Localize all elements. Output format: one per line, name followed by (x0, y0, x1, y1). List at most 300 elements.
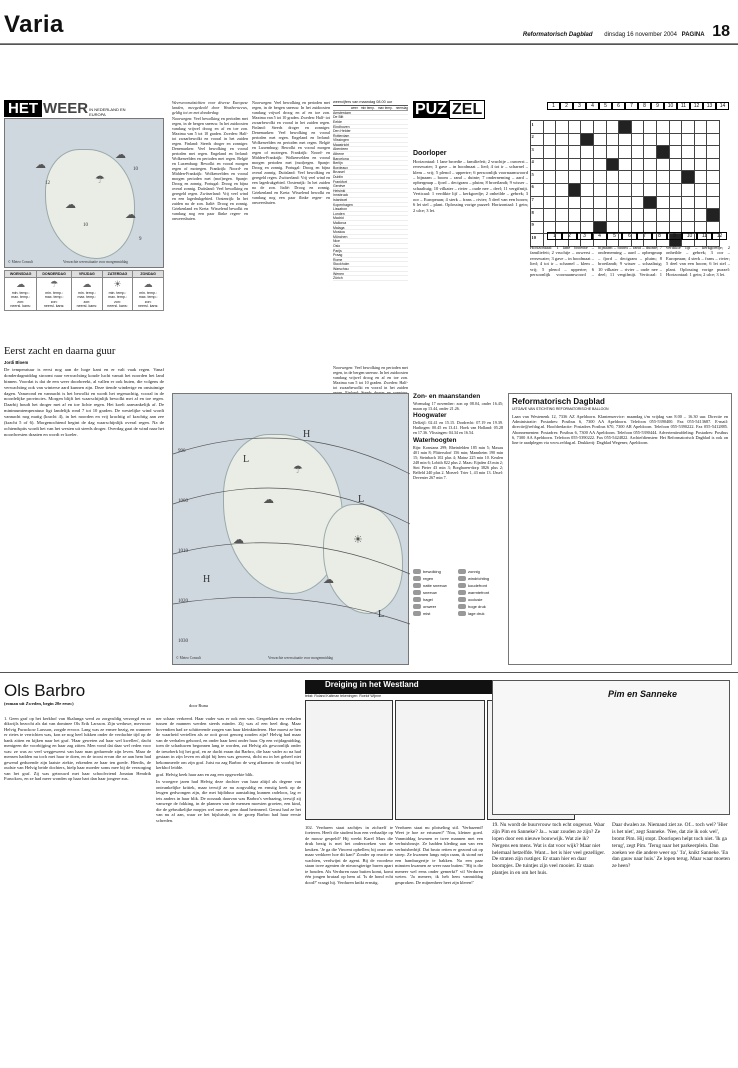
puzzle-cell[interactable] (556, 196, 569, 209)
puzzle-cell[interactable] (644, 209, 657, 222)
europe-forecast-col2 (252, 100, 330, 375)
puzzle-cell[interactable] (568, 133, 581, 146)
puzzle-cell[interactable] (568, 183, 581, 196)
puzzle-cell[interactable] (694, 133, 707, 146)
legend-label: lage druk (468, 611, 485, 616)
puzzle-cell[interactable] (593, 121, 606, 134)
puzzle-col-number: 5 (599, 102, 612, 110)
legend-label: windrichting (468, 576, 490, 581)
sun-icon: ☀ (353, 534, 363, 546)
forecast-cell: ☁ min. temp.: max. temp.: zon: neersl. kans: (72, 278, 103, 310)
puzzle-cell[interactable] (581, 171, 594, 184)
sun-icon: ☀ (113, 279, 122, 290)
map-temp: 10 (133, 167, 138, 172)
puzzle-cell[interactable] (656, 158, 669, 171)
puzzle-cell[interactable] (543, 133, 556, 146)
puzzle-cell[interactable] (669, 133, 682, 146)
puzzle-cell[interactable] (669, 158, 682, 171)
legend-label: koudefront (468, 583, 487, 588)
puzzle-cell[interactable] (707, 158, 720, 171)
puzzle-cell[interactable] (669, 209, 682, 222)
legend-item (413, 596, 458, 603)
puzzle-cell[interactable] (656, 171, 669, 184)
city-weather-table (333, 100, 408, 360)
puzzle-cell[interactable] (568, 158, 581, 171)
city-row (333, 276, 408, 281)
hoogwater-title: Hoogwater (413, 412, 447, 420)
city-name: Stockholm (333, 262, 350, 267)
puzzle-cell[interactable] (656, 121, 669, 134)
puzzle-cell[interactable] (606, 209, 619, 222)
map-temp: 9 (139, 237, 142, 242)
rain-icon: ☂ (293, 464, 303, 476)
puzzle-cell[interactable] (593, 183, 606, 196)
puzzle-cell[interactable] (543, 209, 556, 222)
puzzle-cell[interactable] (581, 196, 594, 209)
weather-article-body: De temperatuur is eerst nog aan de hoge kant en er valt vaak regen. Vanaf donderdagmiddag stroomt naar verwachting koude lucht vanuit het noorden het land binnen. Voordat is dat de een weer doorbreekt, al vallen er ook buien, die volgens de verwachting ook van winterse aard kunnen zijn. Deze tiende winderige en onstuimige dagen. Vanavond en vannacht is het bewolkt en wordt het regenachtig, vooral in de noordelijke provincies. Morgen blijft het waarschijnlijk bewolkt met af en toe regen. Daarbij houdt het droger met af en toe lichte regen. Het koelt aanvankelijk af. De minimumtemperatuur ligt landelijk rond 7 tot 10 graden. De westelijke wind wordt vannacht nog matig (kracht 4), in het noorden en vrij krachtig of krachtig aan zee (kracht 5 of 6). Morgenochtend begint de dag waarschijnlijk overal regen. Na de ochtendspits wordt het van het westen uit steeds droger. Overdag gaat de wind naar het noordwesten draaien en wordt er koeler. (4, 367, 164, 437)
puzzle-cell[interactable] (707, 146, 720, 159)
legend-icon (458, 597, 466, 602)
legend-icon (413, 576, 421, 581)
puzzle-cell[interactable] (568, 209, 581, 222)
puzzle-cell[interactable] (669, 146, 682, 159)
city-name: Eelde (333, 119, 342, 124)
legend-item (413, 582, 458, 589)
legend-label: sneeuw (423, 590, 437, 595)
serial-column-1: 1. Geen graf op het kerkhof van Skalunga werd zo zorgvuldig verzorgd en zo dikwijls bezocht als dat van dominee Ols Erik Larsson. Zijn weduwe, mevrouw Helvig Furuckow Larsson, zorgde ervoor. Lang was ze ermee bezig, en wanneer er rietes te verrichten was, kon ze nog heel lukken onder de verdachte tijd op de bank zitten en kijken naar het graf. 'Haar geweten zal haar wel kwellen', dacht menigeen die voorbijging en haar zag zitten. Men vond dat daar wel reden voor was: ze was zo veel weggeweest van haar man gedurende zijn leven. Maar de mensen hadden nu toch met haar te doen, en de troost ervan die ze aan hem had gewend gedurende zijn laatste ziekte, erkenden ze haar ten goede. Hierdis, de oudste van Helvig beide dochters, hielp haar moeder soms mee bij de verzorging van het graf. Zij was getrouwd met haar schoolvriend Jonatan Hendrik Furuckow, en ze had meer wonden op haar hart dan haar jongere zus. (4, 716, 151, 782)
colophon-text: Laan van Westenenk 12, 7336 AZ Apeldoorn. Klantenservice: maandag t/m vrijdag van 8.00 – 16.30 uur. Directie en Administratie: Postadres: Postbus 6, 7300 AA Apeldoorn. Telefoon 055-5390400. Fax 055-5413687. E-mail: directie@refdag.nl. Hoofdredactie: Postadres Postbus 670, 7300 AR Apeldoorn. Telefoon 055-5390222. Fax 055-5412885. Abonnementen: Postadres: Postbus 6, 7300 AA Apeldoorn. Telefoon 055-5390444. Advertentieafdeling: Postadres: Postbus 6, 7300 AA Apeldoorn. Telefoon 055-5390222. Fax 055-5424822. Archiefdiensten: Het Reformatorisch Dagblad is ook on line te raadplegen via www.refdag.nl. Drukkerij: Dagblad Wegener, Apeldoorn. (512, 414, 728, 446)
legend-icon (413, 611, 421, 616)
legend-item (413, 568, 458, 575)
puzzle-cell[interactable] (593, 133, 606, 146)
puzzle-cell[interactable] (694, 121, 707, 134)
puzzle-cell[interactable] (682, 133, 695, 146)
city-col-max: max temp. (377, 105, 393, 110)
puzzle-cell[interactable] (568, 121, 581, 134)
comic-westland-text-1: 102. Verduren staat zachtjes in zichzelf te foeteren. Heeft die student hun een verbaaltje op de mouw gespeld? Hij weekt Karel Mars die druk bezig is met het onderzoeken van de keuken. 'Je ga die Vincent opbellen; bij onze ons maar verkkeer hoe dit kan?' Zonder op reactie te wachten, verdwijnt de agent. Bij de voordeur staan twee agenten de nieuwsgierige buren apart te houden. Als Verduren naar buiten komt, komt één jongen brutaal op hem af. 'Is de hond echt dood?' vraagt hij. Verduren knikt ernstig. (305, 825, 393, 885)
puzzle-cell[interactable] (619, 171, 632, 184)
waterhoogten-title: Waterhoogten (413, 436, 457, 444)
city-name: Frankfort (333, 179, 348, 184)
comic-sanneke-title: Pim en Sanneke (608, 689, 678, 699)
rain-icon: ☂ (95, 174, 105, 186)
isobar-value: 990 (178, 449, 186, 454)
map2-caption: Verwachte weerssituatie voor morgenmiddag (268, 656, 333, 660)
puzzle-cell[interactable] (581, 133, 594, 146)
puzzle-bottom-number: 4 (592, 232, 607, 240)
forecast-day: DONDERDAG (37, 271, 72, 278)
comic-panel (395, 700, 485, 820)
city-name: Brussel (333, 170, 345, 175)
puzzle-cell[interactable] (656, 133, 669, 146)
publisher-name: Reformatorisch Dagblad (522, 32, 593, 38)
puzzle-col-number: 9 (651, 102, 664, 110)
puzzle-col-number: 3 (573, 102, 586, 110)
puzzle-cell[interactable] (619, 158, 632, 171)
puzzle-cell[interactable] (669, 171, 682, 184)
cloud-icon: ☁ (82, 279, 92, 290)
puzzle-cell[interactable] (656, 183, 669, 196)
legend-label: natte sneeuw (423, 583, 447, 588)
pressure-label: L (378, 609, 385, 620)
city-name: De Bilt (333, 115, 344, 120)
puzzle-cell[interactable] (619, 121, 632, 134)
isobar-value: 1030 (178, 639, 188, 644)
puzzle-cell[interactable] (606, 183, 619, 196)
city-name: Rome (333, 257, 343, 262)
comic-sanneke-panel (492, 680, 730, 815)
comic-westland-credits: tekst: Roland Kaltman tekeningen: Roelof Wijnne (305, 694, 382, 698)
cloud-icon: ☁ (125, 209, 136, 221)
puzzle-cell[interactable] (631, 146, 644, 159)
legend-item (413, 575, 458, 582)
puzzle-cell[interactable] (682, 196, 695, 209)
city-name: Aberdeen (333, 147, 349, 152)
comic-westland-text-2: Verduren staat nu plotseling stil. 'Verbazend! Weet je hoe ze ertussen?' 'Nou, kleiner goed. Vanmiddag lowmen er twee mannen met een verhuisbrusje. Ze hadden kleding aan van een verhuisbedrijf. Dat bruto retten er gezond uit op stoep. Ze kwamen langs mijn raam, ik stond net een hamburgertje te bakken. Na een paar minuten kwamen ze weer naar buiten.' 'Hij is die meneer wel eens onder gemerkt?' vil Verduren weten. 'Ja meneer, ik heb hem vanmiddag gesproken. De mijnenheer heet zijn kleren!' (395, 825, 483, 885)
sun-moon-title: Zon- en maanstanden (413, 393, 481, 400)
puzzle-col-number: 13 (703, 102, 716, 110)
map-temp: 12 (45, 181, 50, 186)
puzzle-cell[interactable] (707, 196, 720, 209)
puzzle-cell[interactable] (619, 146, 632, 159)
weather-article-title: Eerst zacht en daarna guur (4, 346, 116, 357)
puzzle-cell[interactable] (707, 183, 720, 196)
legend-item (458, 582, 503, 589)
puzzel-title-b: ZEL (449, 100, 485, 119)
city-name: Malaga (333, 225, 345, 230)
city-name: Madrid (333, 216, 344, 221)
puzzle-cell[interactable] (644, 133, 657, 146)
map-land (45, 149, 135, 259)
puzzle-cell[interactable] (543, 121, 556, 134)
puzzle-cell[interactable] (694, 171, 707, 184)
brand-weer: WEER (43, 100, 89, 117)
section-title: Varia (4, 11, 64, 38)
puzzle-cell[interactable] (581, 121, 594, 134)
puzzle-cell[interactable] (682, 146, 695, 159)
legend-item (458, 610, 503, 617)
puzzle-cell[interactable] (556, 146, 569, 159)
legend-item (458, 568, 503, 575)
puzzle-row-number: 4 (531, 158, 544, 171)
map-credit: © Meteo Consult (8, 260, 33, 264)
city-rows (333, 111, 408, 281)
city-name: Berlijn (333, 161, 343, 166)
city-name: Mallorca (333, 220, 347, 225)
puzzle-cell[interactable] (581, 158, 594, 171)
puzzle-cell[interactable] (669, 121, 682, 134)
puzzle-bottom-number: 3 (577, 232, 592, 240)
city-name: Maastricht (333, 142, 350, 147)
doorloper-title: Doorloper (413, 150, 447, 157)
europe-text: Noorwegen: Veel bewolking en perioden met regen, in de bergen sneeuw. In het zuidoosten vandaag vrijwel droog en af en toe zon. Maxima van 5 tot 10 graden. Zweden: Half- tot zwaarbewolkt en vooral in het zuiden regen. Finland: Steeds droger en zonniger. Denemarken: Veel bewolking en vooral perioden met regen. Engeland en Ierland: Wolkenvelden en perioden met regen. België en Luxemburg: Bewolkt en vooral morgen regen of motregen. Frankrijk: Noord- en Midden-Frankrijk: Wolkenvelden en vooral morgen perioden met (mot)regen. Spanje: Droog en zonnig. Portugal: Droog en bijna overal zonnig. Duitsland: Veel bewolking en geregeld regen. Zwitserland: Vrij veel wind en een lagedrukgebied. Oostenrijk: In het zuiden na de zon. Italië: Droog en zonnig. Griekenland en Kreta: Wisselend bewolkt en vandaag nog een paar flinke regen- en onweersbuien. (252, 100, 330, 205)
legend-label: hoge druk (468, 604, 486, 609)
puzzle-cell[interactable] (619, 209, 632, 222)
legend-icon (413, 590, 421, 595)
puzzle-cell[interactable] (593, 196, 606, 209)
pressure-label: L (243, 454, 250, 465)
puzzel-title-a: PUZ (415, 101, 447, 118)
legend-item (458, 589, 503, 596)
legend-label: occlusie (468, 597, 483, 602)
puzzle-cell[interactable] (543, 146, 556, 159)
city-name: Bordeaux (333, 165, 348, 170)
legend-icon (458, 583, 466, 588)
puzzle-cell[interactable] (619, 133, 632, 146)
cloud-icon: ☁ (35, 159, 46, 171)
puzzle-cell[interactable] (619, 196, 632, 209)
puzzle-row-number: 7 (531, 196, 544, 209)
puzzle-cell[interactable] (669, 196, 682, 209)
doorloper (413, 150, 528, 390)
page-number: 18 (712, 23, 730, 40)
comic-sanneke-text-2: Daar dwalen ze. Niemand ziet ze. Of... toch wel? 'Hier is het niet', zegt Sanneke. 'Nee, dat zie ik ook wel', bromt Pim. Hij stopt. Doorlopen helpt toch niet. 'Ik ga terug', zegt Pim. 'Terug naar het parkeerplein. Dan zoeken we die andere weer op.' 'Ja', knikt Sanneke. 'En dan gauw naar huis.' Ze lopen terug. Maar waar moeten ze heen? (612, 822, 730, 870)
puzzle-cell[interactable] (593, 158, 606, 171)
legend-label: warmtefront (468, 590, 490, 595)
city-name: Dublin (333, 175, 343, 180)
puzzle-row-number: 10 (531, 234, 544, 247)
puzzle-cell[interactable] (593, 146, 606, 159)
city-name: Nice (333, 239, 341, 244)
colophon-box (508, 393, 732, 665)
puzzle-cell[interactable] (543, 171, 556, 184)
serial-author: door Runa (189, 703, 208, 708)
forecast-cell: ☀ min. temp.: max. temp.: zon: neersl. kans: (102, 278, 133, 310)
isobar-value: 1000 (178, 499, 188, 504)
puzzle-cell[interactable] (593, 209, 606, 222)
puzzle-cell[interactable] (644, 146, 657, 159)
puzzle-row-number: 1 (531, 121, 544, 134)
legend-icon (458, 576, 466, 581)
puzzle-cell[interactable] (631, 121, 644, 134)
puzzle-cell[interactable] (581, 146, 594, 159)
legend-label: mist (423, 611, 431, 616)
puzzle-cell[interactable] (694, 209, 707, 222)
page-label: PAGINA (681, 32, 705, 38)
legend-icon (458, 590, 466, 595)
city-col-min: min temp. (360, 105, 375, 110)
puzzle-top-numbers (547, 102, 732, 110)
puzzle-cell[interactable] (644, 183, 657, 196)
puzzle-bottom-number: 8 (652, 232, 667, 240)
city-name: Genève (333, 184, 346, 189)
rain-icon: ☂ (50, 279, 59, 290)
puzzle-bottom-number: 1 (547, 232, 562, 240)
puzzle-cell[interactable] (581, 209, 594, 222)
puzzle-cell[interactable] (631, 171, 644, 184)
puzzle-cell[interactable] (694, 196, 707, 209)
city-name: Warschau (333, 266, 349, 271)
legend-item (458, 596, 503, 603)
city-name: Parijs (333, 248, 342, 253)
puzzle-cell[interactable] (556, 171, 569, 184)
puzzle-cell[interactable] (669, 183, 682, 196)
legend-label: regen (423, 576, 434, 581)
puzzle-cell[interactable] (682, 183, 695, 196)
puzzle-cell[interactable] (556, 183, 569, 196)
forecast-day: VRIJDAG (72, 271, 103, 278)
puzzle-cell[interactable] (694, 146, 707, 159)
puzzle-cell[interactable] (631, 209, 644, 222)
puzzle-cell[interactable] (606, 133, 619, 146)
puzzle-cell[interactable] (682, 171, 695, 184)
serial-column-2: ner schaar verkeerd. Haar vader was er ook een van. Gesprekken en verhalen tussen de mannen werden steeds minder. Zij was al een heel ding. Maar bovendien had ze schitterende zorgen van haar kleinkinderen. Hoe moest ze hen de waarheid vertellen als ze ooit groot genoeg zouden zijn? Helvig had maar van de verhalen gehoord, en onder haar kent onder haar. Op een vrijdagmiddag, toen de schaduwen begonnen lang te worden, zat Helvig als gewoonlijk onder de treurberk bij het graf, en ze dacht eraan dat Barbro, die haar vader zo na had gestaan in zijn leven en altijd bij hem was geweest, dicht nu in het geheel niet bekommerde om zijn graf. Juist nu zag Barbro de weg afkomen: de voorbij het kerkhof leidde. graf. Helvig keek haar aan en zag een opgewekte blik. In vroegere jaren had Helvig deze dochter van haar altijd als degene van ontvankelijke kritiek, maar terwijl ze nu zorgvuldig en ernstig keek op de leugen gedwongen zijn, die met bijdiduur aanstalting kunnen radeloos, lag er iets anders in haar blik. De oorzaak daarvan was Barbro's verbazing, terwijl zij vanwege de fokking, in de plannen van de mensen moesten groeien, een kind, die de gebruikelijke mopjes wel mee en geen daad herinnerd. Gerust had ze het van nu af aan, waar ze het bijsluisde, in de groep Barbro had haar eerste schreden. (156, 716, 301, 823)
city-name: Rotterdam (333, 133, 350, 138)
puzzle-col-number: 7 (625, 102, 638, 110)
puzzel-brand (413, 100, 493, 122)
puzzle-cell[interactable] (682, 158, 695, 171)
puzzle-cell[interactable] (606, 158, 619, 171)
puzzle-cell[interactable] (707, 121, 720, 134)
city-name: Amsterdam (333, 110, 351, 115)
puzzle-cell[interactable] (593, 171, 606, 184)
city-name: Helsinki (333, 188, 346, 193)
pressure-label: H (303, 429, 311, 440)
puzzle-cell[interactable] (631, 133, 644, 146)
puzzle-col-number: 4 (586, 102, 599, 110)
hoogwater-text: Delfzijl: 02.41 en 15.15. Dordrecht: 07.19 en 19.39. Harlingen: 00.45 en 13.41. Hoek van Holland: 05.28 en 17.36. Vlissingen: 04.34 en 16.54. (413, 420, 503, 436)
cloud-icon: ☁ (65, 199, 76, 211)
serial-header (4, 680, 300, 715)
puzzle-cell[interactable] (644, 171, 657, 184)
puzzle-cell[interactable] (543, 158, 556, 171)
isobars (173, 394, 410, 666)
puzzle-col-number: 10 (664, 102, 677, 110)
puzzle-col-number: 12 (690, 102, 703, 110)
forecast-cell: ☁ min. temp.: max. temp.: zon: neersl. kans: (133, 278, 164, 310)
puzzle-cell[interactable] (694, 183, 707, 196)
city-name: Istanboel (333, 198, 348, 203)
forecast-day: ZONDAG (133, 271, 164, 278)
legend-item (458, 575, 503, 582)
puzzle-cell[interactable] (606, 196, 619, 209)
legend-item (413, 589, 458, 596)
legend-item (458, 603, 503, 610)
legend-label: hagel (423, 597, 433, 602)
puzzle-cell[interactable] (619, 183, 632, 196)
serial-subtitle: (roman uit Zweden, begin 20e eeuw) (4, 701, 74, 707)
puzzle-row-number: 9 (531, 221, 544, 234)
puzzle-bottom-number: 12 (712, 232, 727, 240)
city-name: Kopenhagen (333, 202, 353, 207)
puzzle-cell[interactable] (644, 196, 657, 209)
city-name: München (333, 234, 348, 239)
puzzle-cell[interactable] (606, 146, 619, 159)
weather-article-author: Jordi Bloem (4, 360, 29, 365)
section-rule (0, 672, 738, 673)
legend-icon (458, 611, 466, 616)
city-name: Zürich (333, 276, 343, 281)
puzzle-bottom-number: 7 (637, 232, 652, 240)
city-name: Den Helder (333, 129, 351, 134)
cloud-icon: ☁ (16, 279, 26, 290)
city-name: Praag (333, 253, 343, 258)
puzzle-cell[interactable] (656, 209, 669, 222)
puzzle-cell[interactable] (694, 158, 707, 171)
forecast-day: ZATERDAG (102, 271, 133, 278)
puzzle-cell[interactable] (556, 121, 569, 134)
legend-icon (413, 597, 421, 602)
city-name: Vlissingen (333, 138, 349, 143)
puzzle-cell[interactable] (606, 171, 619, 184)
forecast-cell: ☁ min. temp.: max. temp.: zon: neersl. kans: (5, 278, 37, 310)
comic-westland-title: Dreiging in het Westland (325, 680, 419, 689)
map-temp: 10 (83, 223, 88, 228)
city-col-neersl: neerslag (395, 105, 408, 110)
puzzle-cell[interactable] (682, 209, 695, 222)
puzzle-bottom-number: 11 (697, 232, 712, 240)
puzzle-cell[interactable] (568, 196, 581, 209)
legend-item (413, 610, 458, 617)
city-col-weer: weer (350, 105, 358, 110)
cloud-icon: ☁ (323, 574, 334, 586)
legend-item (413, 603, 458, 610)
puzzle-cell[interactable] (556, 158, 569, 171)
puzzle-cell[interactable] (644, 158, 657, 171)
puzzle-bottom-number: 6 (622, 232, 637, 240)
puzzle-cell[interactable] (606, 121, 619, 134)
puzzle-cell[interactable] (631, 196, 644, 209)
puzzle-cell[interactable] (707, 209, 720, 222)
map2-credit: © Meteo Consult (176, 656, 201, 660)
sun-moon-text: Woensdag 17 november: zon op 08.04, onder 16.45; maan op 13.44, onder 21.26. (413, 400, 503, 411)
puzzle-cell[interactable] (707, 171, 720, 184)
puzzle-cell[interactable] (581, 183, 594, 196)
header-info (523, 22, 730, 42)
brand-het: HET (4, 100, 42, 117)
city-name: Londen (333, 211, 345, 216)
city-name: Athene (333, 152, 345, 157)
puzzle-cell[interactable] (682, 121, 695, 134)
waterhoogten-text: Rijn: Konstanz 299; Rheinfelden 185 min 5; Maxau 401 min 8; Plittersdorf 156 min; Mannheim 190 min 15; Steinbach 102 plus 4; Mainz 225 min 10. Keulen 248 min 6; Lobith 822 plus 2. Maas: Eijsden 43 min 2; Sint Pieter 43 min 3; Borgharen-dorp 3826 plus 2; Belfeld 240 plus 2. Moezel: Trier 1, 43 min 13. IJssel: Deventer 267 min 7. (413, 444, 503, 480)
puzzle-cell[interactable] (556, 133, 569, 146)
puzzle-cell[interactable] (644, 121, 657, 134)
puzzle-cell[interactable] (556, 209, 569, 222)
puzzle-cell[interactable] (656, 146, 669, 159)
puzzle-row-number: 2 (531, 133, 544, 146)
europe-forecast (172, 100, 248, 375)
puzzle-cell[interactable] (631, 158, 644, 171)
puzzle-col-number: 11 (677, 102, 690, 110)
header-rule (0, 44, 738, 45)
cloud-icon: ☁ (143, 279, 153, 290)
puzzle-col-number: 14 (716, 102, 729, 110)
city-name: Innsbruck (333, 193, 349, 198)
isobar-value: 1020 (178, 599, 188, 604)
puzzle-cell[interactable] (543, 183, 556, 196)
puzzle-cell[interactable] (631, 183, 644, 196)
europe-text: Noorwegen: Veel bewolking en perioden met regen, in de bergen sneeuw. In het zuidoosten vandaag vrijwel droog en af en toe zon. Maxima van 5 tot 10 graden. Zweden: Half- tot zwaarbewolkt en vooral in het zuiden regen. Finland: Steeds droger en zonniger. Denemarken: Veel bewolking en vooral perioden met regen. Engeland en Ierland: Wolkenvelden en perioden met regen. België en Luxemburg: Bewolkt en vooral morgen regen of motregen. Frankrijk: Noord- en Midden-Frankrijk: Wolkenvelden en vooral morgen perioden met (mot)regen. Spanje: Droog en zonnig. Portugal: Droog en bijna overal zonnig. Duitsland: Veel bewolking en geregeld regen. Zwitserland: Vrij veel wind en een lagedrukgebied. Oostenrijk: In het zuiden na de zon. Italië: Droog en zonnig. Griekenland en Kreta: Wisselend bewolkt en vandaag nog een paar flinke regen- en onweersbuien. (172, 116, 248, 222)
cloud-icon: ☁ (233, 534, 244, 546)
puzzle-cell[interactable] (568, 146, 581, 159)
forecast-cell: ☂ min. temp.: max. temp.: zon: neersl. kans: (37, 278, 72, 310)
puzzle-cell[interactable] (568, 171, 581, 184)
puzzle-row-number: 8 (531, 209, 544, 222)
city-name: Wenen (333, 271, 345, 276)
legend-icon (458, 604, 466, 609)
greece-text: Noorwegen: Veel bewolking en perioden met regen, in de bergen sneeuw. In het zuidoosten vandaag vrijwel droog en af en toe zon. Maxima van 5 tot 10 graden. Zweden: Half- tot zwaarbewolkt en vooral in het zuiden (333, 365, 408, 390)
legend-label: bewolking (423, 569, 441, 574)
cloud-icon: ☁ (115, 149, 126, 161)
legend-label: onweer (423, 604, 437, 609)
city-name: Moskou (333, 230, 346, 235)
serial-title: Ols Barbro (4, 681, 86, 700)
puzzle-cell[interactable] (656, 196, 669, 209)
legend-label: zonnig (468, 569, 480, 574)
puzzle-cell[interactable] (543, 196, 556, 209)
puzzle-cell[interactable] (707, 133, 720, 146)
city-name: Eindhoven (333, 124, 350, 129)
